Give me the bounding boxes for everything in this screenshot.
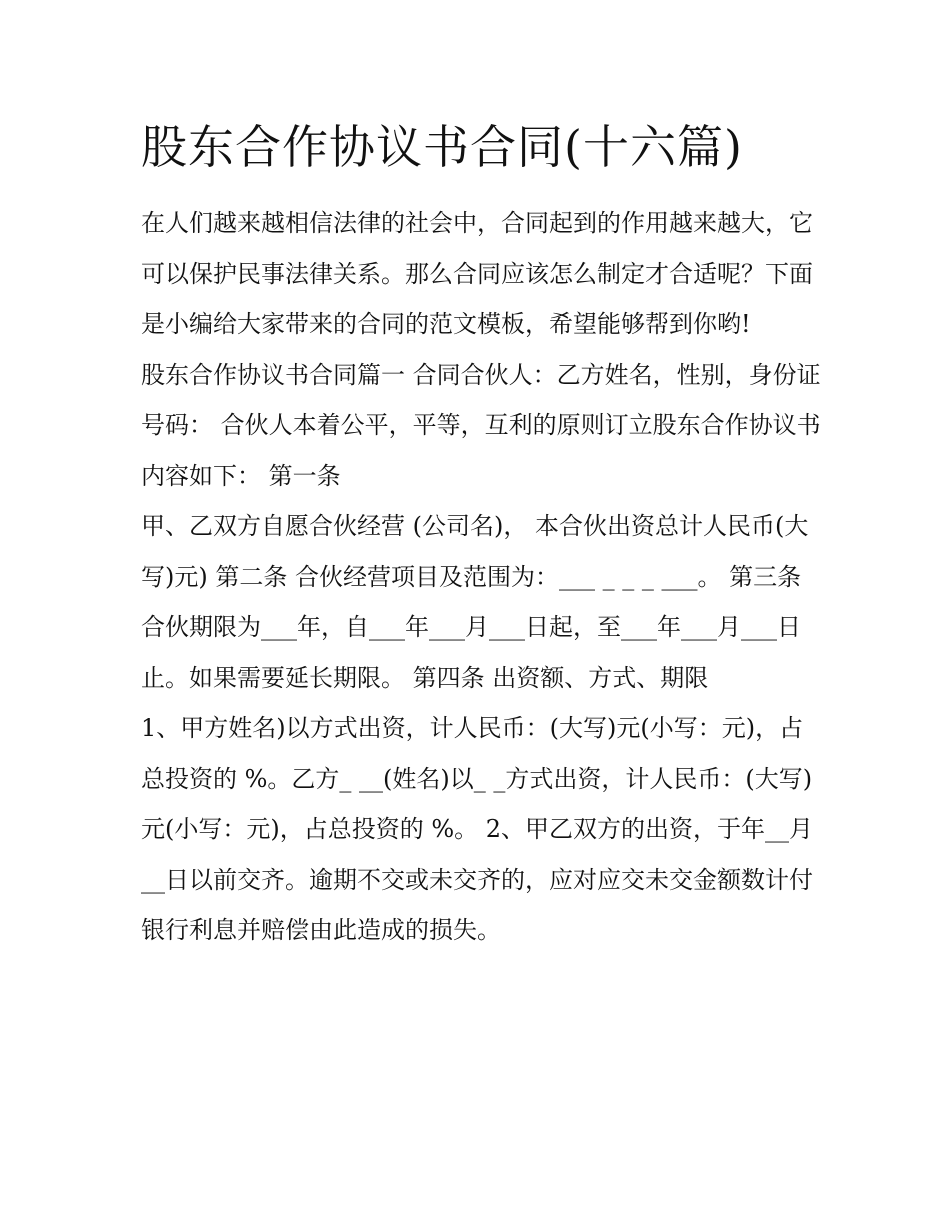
document-page (141, 112, 821, 956)
paragraph-article-3: 合伙期限为___年，自___年___月___日起，至___年___月___日止。如果需要延长期限。 第四条 出资额、方式、期限 (141, 613, 801, 692)
paragraph-article-4-part-1: 1、甲方姓名)以方式出资，计人民币：(大写)元(小写：元)，占总投资的 %。乙方_ __(姓名)以_ _方式出资，计人民币：(大写) (141, 714, 813, 793)
paragraph-intro: 在人们越来越相信法律的社会中，合同起到的作用越来越大，它可以保护民事法律关系。那么合同应该怎么制定才合适呢？下面是小编给大家带来的合同的范文模板，希望能够帮到你哟! (141, 209, 813, 338)
paragraph-article-2: 甲、乙双方自愿合伙经营 (公司名)， 本合伙出资总计人民币(大写)元) 第二条 合伙经营项目及范围为：___ _ _ _ ___。 第三条 (141, 512, 809, 591)
paragraph-article-4-part-2: 元(小写：元)，占总投资的 %。 2、甲乙双方的出资，于年__月__日以前交齐。逾期不交或未交齐的，应对应交未交金额数计付银行利息并赔偿由此造成的损失。 (141, 815, 814, 944)
document-title: 股东合作协议书合同(十六篇) (141, 120, 743, 174)
paragraph-article-1: 股东合作协议书合同篇一 合同合伙人：乙方姓名，性别，身份证号码： 合伙人本着公平，平等，互利的原则订立股东合作协议书内容如下： 第一条 (141, 360, 821, 490)
